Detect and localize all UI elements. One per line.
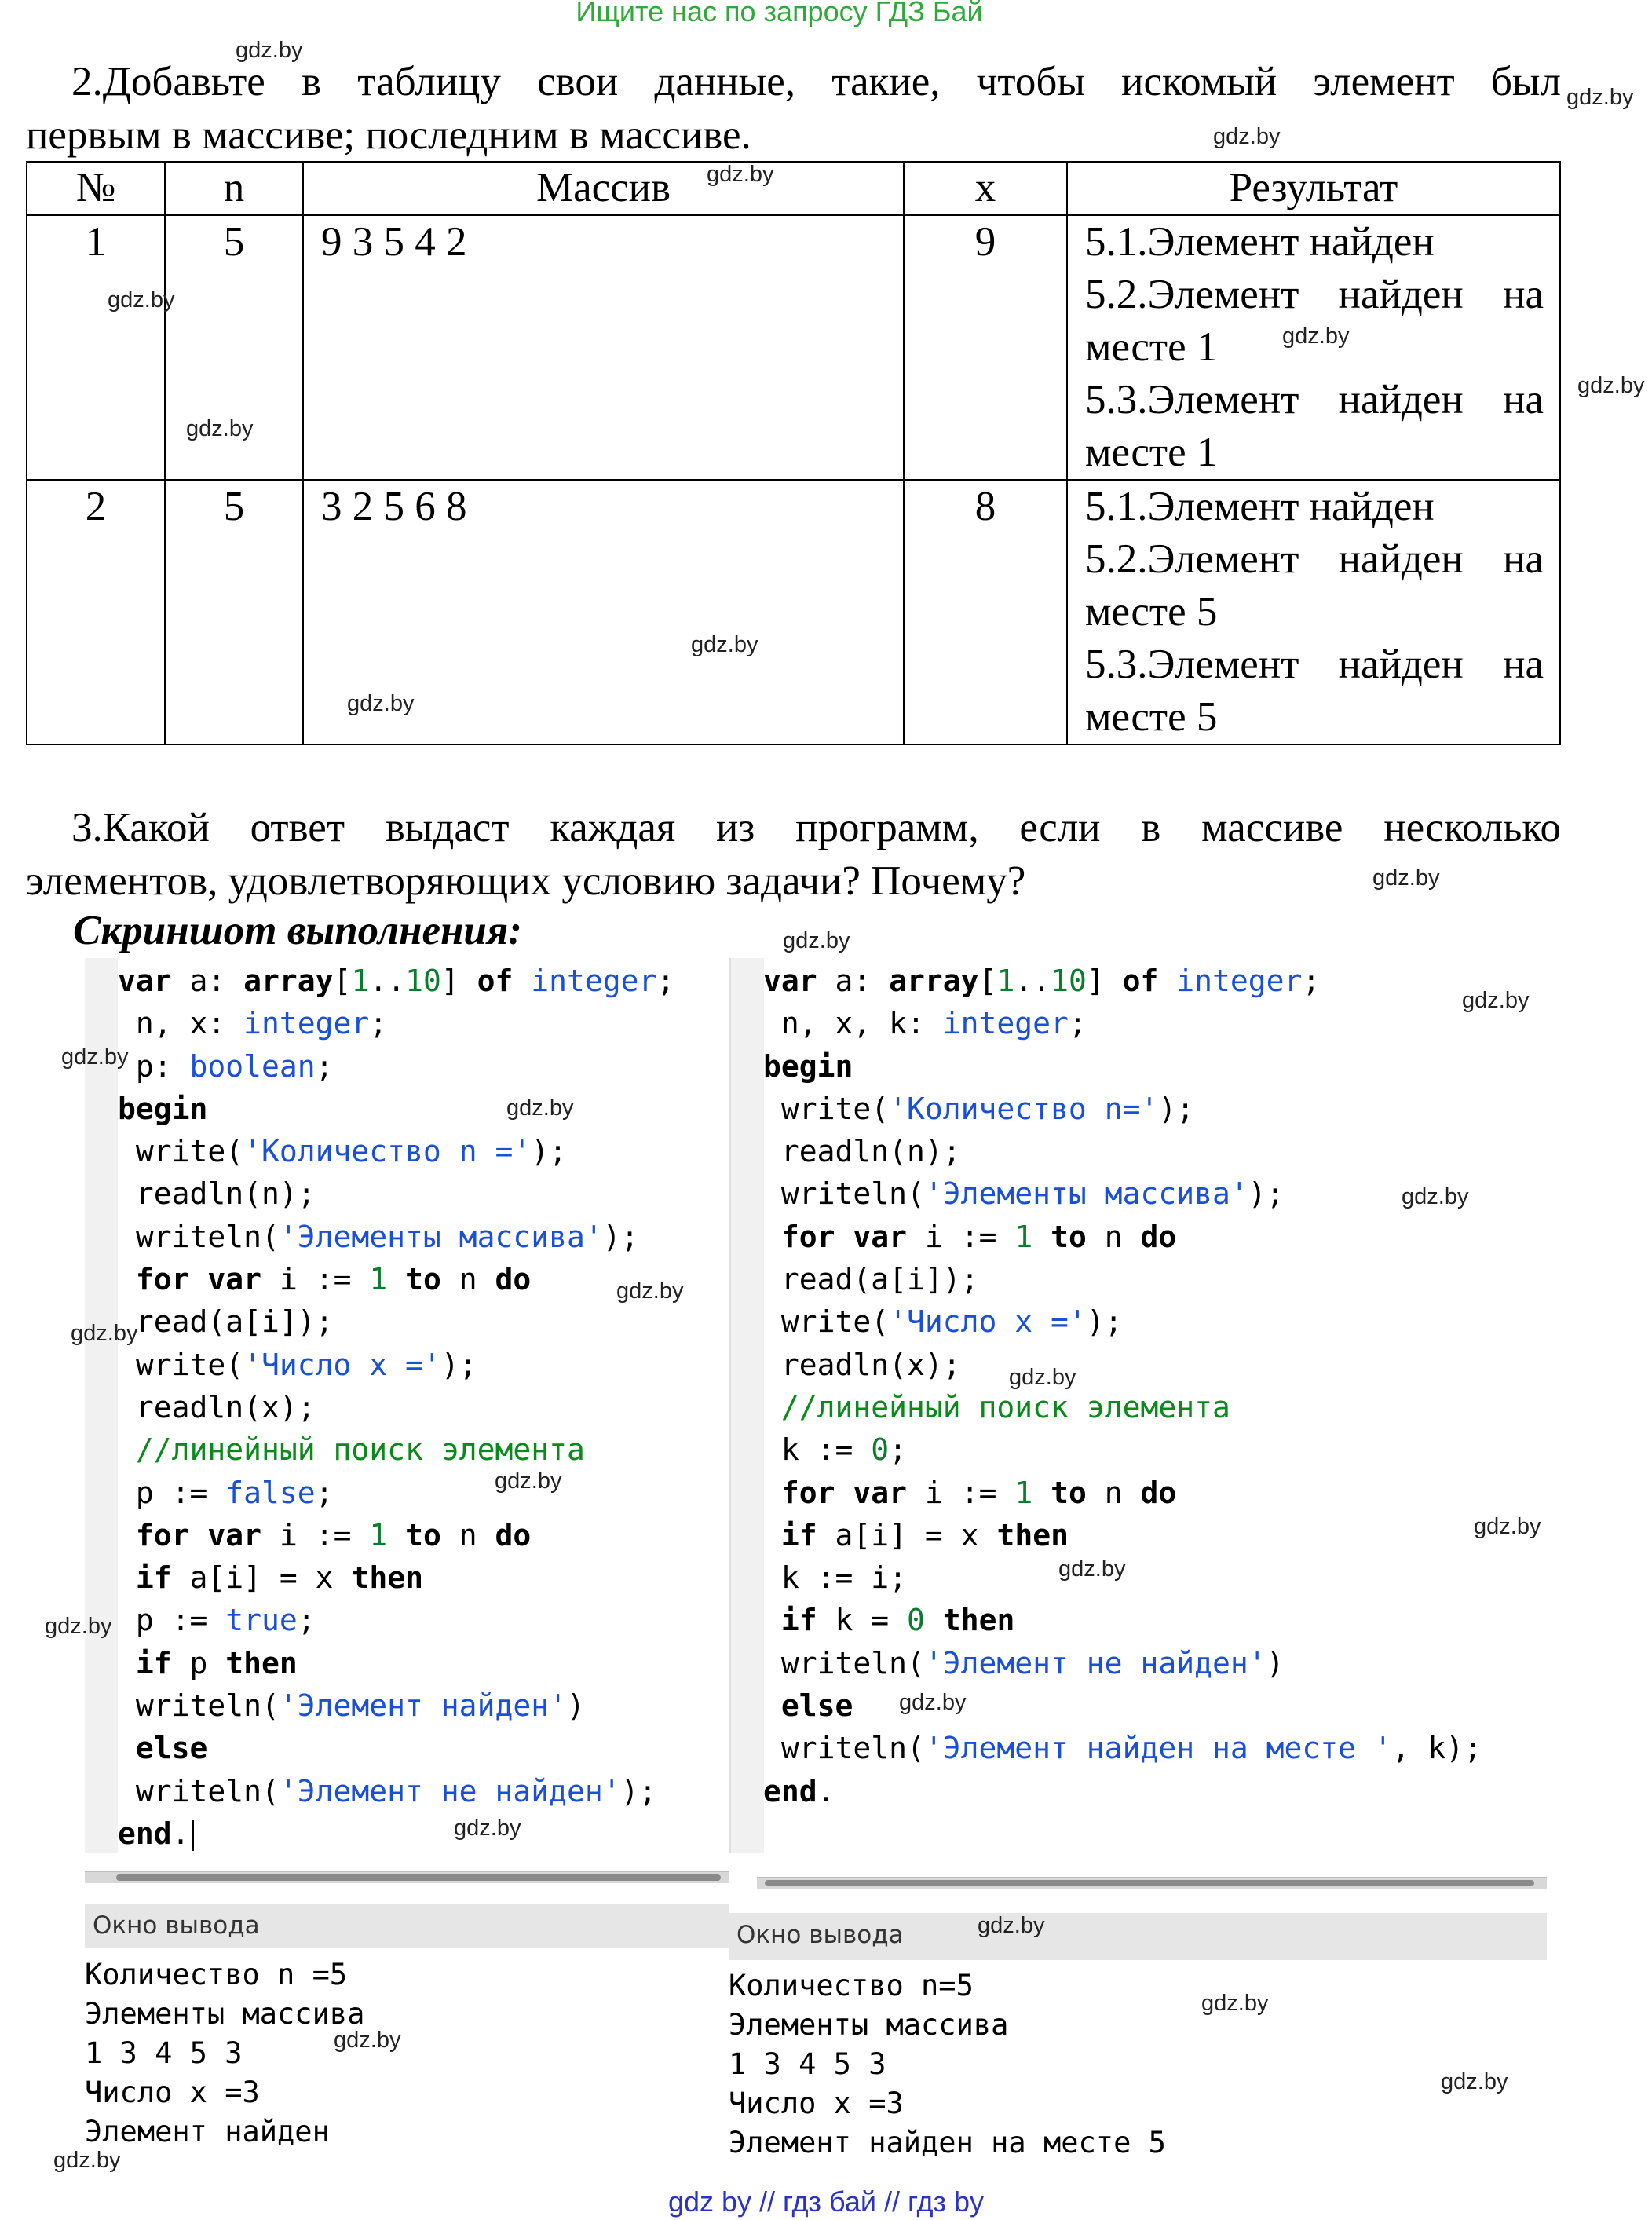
cell-number: 1 [27, 215, 165, 480]
code-line: end. [763, 1773, 835, 1809]
code-line: k := i; [763, 1560, 908, 1596]
code-line: if k = 0 then [780, 1603, 1015, 1638]
watermark: gdz.by [707, 162, 774, 187]
code-line: else [135, 1731, 208, 1766]
result-line: месте 1 [1085, 430, 1218, 475]
output-line: Количество n=5 [729, 1969, 974, 2002]
watermark: gdz.by [71, 1321, 138, 1346]
output-line: Элемент найден на месте 5 [729, 2126, 1166, 2160]
footer-links[interactable]: gdz by // гдз бай // гдз by [667, 2185, 985, 2218]
code-line: n, x: integer; [118, 1006, 388, 1041]
code-line: writeln('Элемент не найден'); [118, 1773, 657, 1809]
watermark: gdz.by [1577, 373, 1645, 398]
task2-line1: 2.Добавьте в таблицу свои данные, такие, чтобы искомый элемент был [71, 59, 1561, 104]
watermark: gdz.by [978, 1913, 1045, 1938]
watermark: gdz.by [1402, 1184, 1469, 1209]
right-horizontal-scrollbar[interactable] [757, 1877, 1547, 1889]
output-line: Число x =3 [729, 2087, 904, 2120]
header-x: x [904, 162, 1067, 215]
code-line: for var i := 1 to n do [135, 1262, 532, 1297]
right-code-editor[interactable] [763, 960, 1482, 1812]
code-line: read(a[i]); [763, 1262, 979, 1297]
code-line: n, x, k: integer; [763, 1006, 1087, 1041]
watermark: gdz.by [53, 2148, 121, 2173]
task2-text [26, 55, 1561, 162]
output-line: 1 3 4 5 3 [85, 2036, 243, 2070]
watermark: gdz.by [1474, 1514, 1541, 1539]
watermark: gdz.by [495, 1468, 562, 1494]
watermark: gdz.by [454, 1816, 521, 1841]
code-line: write('Число x ='); [118, 1347, 477, 1382]
code-line: writeln('Элемент найден на месте ', k); [763, 1731, 1482, 1766]
code-line: if p then [135, 1645, 298, 1681]
task3-text [26, 801, 1561, 908]
result-line: 5.3.Элемент найден на [1085, 642, 1544, 687]
code-line: readln(x); [763, 1347, 961, 1382]
cell-result [1067, 480, 1560, 744]
code-line: writeln('Элементы массива'); [763, 1176, 1285, 1212]
code-line: writeln('Элемент не найден') [763, 1645, 1285, 1681]
code-line: readln(n); [763, 1134, 961, 1169]
left-editor-gutter [85, 958, 118, 1853]
cell-number: 2 [27, 480, 165, 744]
header-number: № [27, 162, 165, 215]
cell-x: 9 [904, 215, 1067, 480]
task3-line2: элементов, удовлетворяющих условию задачи? Почему? [26, 858, 1026, 904]
header-result: Результат [1067, 162, 1560, 215]
watermark: gdz.by [1009, 1365, 1076, 1390]
result-line: месте 1 [1085, 324, 1218, 370]
code-line: end. [118, 1812, 674, 1855]
watermark: gdz.by [108, 287, 175, 313]
watermark: gdz.by [1462, 988, 1530, 1013]
watermark: gdz.by [899, 1690, 967, 1715]
watermark: gdz.by [691, 632, 758, 657]
code-line: if a[i] = x then [780, 1517, 1069, 1553]
task3-line1: 3.Какой ответ выдаст каждая из программ, если в массиве несколько [71, 805, 1561, 850]
left-code-editor[interactable] [118, 960, 674, 1855]
code-line: begin [763, 1048, 853, 1084]
header-n: n [165, 162, 303, 215]
watermark: gdz.by [1566, 85, 1634, 110]
scrollbar-thumb[interactable] [116, 1874, 721, 1881]
left-horizontal-scrollbar[interactable] [85, 1871, 729, 1883]
result-line: 5.2.Элемент найден на [1085, 536, 1544, 582]
watermark: gdz.by [236, 38, 303, 63]
left-output-window [85, 1955, 364, 2152]
watermark: gdz.by [347, 691, 415, 716]
code-line: p := true; [118, 1603, 316, 1638]
output-line: Элементы массива [85, 1997, 365, 2031]
top-search-link[interactable]: Ищите нас по запросу ГДЗ Бай [576, 0, 983, 27]
task2-line2: первым в массиве; последним в массиве. [26, 112, 751, 158]
screenshot-heading: Скриншот выполнения: [73, 908, 522, 953]
watermark: gdz.by [45, 1614, 112, 1639]
watermark: gdz.by [1282, 324, 1350, 349]
code-line: read(a[i]); [118, 1304, 334, 1340]
search-results-table [26, 161, 1561, 745]
code-line: for var i := 1 to n do [780, 1219, 1177, 1254]
code-line: p: boolean; [118, 1048, 334, 1084]
output-line: Число x =3 [85, 2076, 260, 2109]
code-line: var a: array[1..10] of integer; [118, 964, 675, 998]
result-line: месте 5 [1085, 589, 1218, 635]
code-line: write('Количество n ='); [118, 1134, 567, 1169]
code-line: write('Число x ='); [763, 1304, 1123, 1340]
code-line: if a[i] = x then [135, 1560, 423, 1596]
scrollbar-thumb[interactable] [765, 1880, 1534, 1886]
watermark: gdz.by [1441, 2069, 1508, 2094]
cell-x: 8 [904, 480, 1067, 744]
code-line: //линейный поиск элемента [780, 1389, 1230, 1425]
output-line: 1 3 4 5 3 [729, 2047, 886, 2081]
code-line: k := 0; [763, 1432, 908, 1468]
header-array: Массив [303, 162, 904, 215]
output-line: Элемент найден [85, 2115, 330, 2149]
code-line: readln(n); [118, 1176, 316, 1212]
watermark: gdz.by [1058, 1556, 1126, 1582]
cell-n: 5 [165, 215, 303, 480]
code-line: for var i := 1 to n do [780, 1475, 1177, 1510]
right-output-window [729, 1966, 1166, 2163]
watermark: gdz.by [1213, 124, 1281, 149]
code-line: //линейный поиск элемента [135, 1432, 585, 1468]
watermark: gdz.by [1201, 1991, 1269, 2016]
watermark: gdz.by [1372, 865, 1440, 891]
watermark: gdz.by [61, 1044, 129, 1070]
left-output-header: Окно вывода [85, 1904, 729, 1948]
code-line: readln(x); [118, 1389, 316, 1425]
code-line: write('Количество n='); [763, 1091, 1195, 1126]
watermark: gdz.by [506, 1095, 574, 1121]
cell-array: 9 3 5 4 2 [303, 215, 904, 480]
watermark: gdz.by [334, 2028, 401, 2053]
code-line: begin [118, 1091, 208, 1126]
code-line: else [780, 1688, 853, 1724]
table-row [27, 480, 1560, 744]
right-editor-gutter [731, 958, 764, 1853]
output-line: Количество n =5 [85, 1958, 348, 1991]
code-line: for var i := 1 to n do [135, 1517, 532, 1553]
watermark: gdz.by [186, 416, 254, 441]
table-header-row [27, 162, 1560, 215]
watermark: gdz.by [616, 1278, 684, 1304]
cell-n: 5 [165, 480, 303, 744]
cell-array: 3 2 5 6 8 [303, 480, 904, 744]
right-output-header: Окно вывода [729, 1913, 1547, 1960]
result-line: 5.1.Элемент найден [1085, 219, 1435, 265]
result-line: 5.3.Элемент найден на [1085, 377, 1544, 422]
result-line: месте 5 [1085, 694, 1218, 740]
code-line: writeln('Элемент найден') [118, 1688, 585, 1724]
code-line: p := false; [118, 1475, 334, 1510]
code-line: var a: array[1..10] of integer; [763, 964, 1321, 998]
result-line: 5.2.Элемент найден на [1085, 272, 1544, 317]
result-line: 5.1.Элемент найден [1085, 484, 1435, 529]
watermark: gdz.by [783, 928, 850, 953]
text-cursor [192, 1820, 194, 1851]
output-line: Элементы массива [729, 2008, 1009, 2042]
code-line: writeln('Элементы массива'); [118, 1219, 639, 1254]
